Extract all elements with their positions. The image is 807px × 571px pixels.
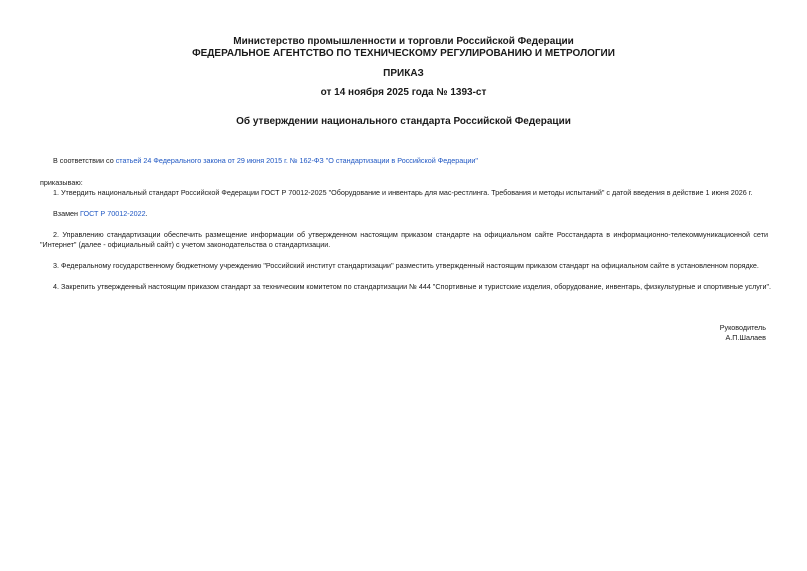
item-4: 4. Закрепить утвержденный настоящим приказом стандарт за техническим комитетом по стандартизации № 444 "Спортивные и туристские изделия, оборудование, инвентарь, физкультурные и спортивные услуги". xyxy=(53,282,772,291)
agency-name: ФЕДЕРАЛЬНОЕ АГЕНТСТВО ПО ТЕХНИЧЕСКОМУ РЕГУЛИРОВАНИЮ И МЕТРОЛОГИИ xyxy=(192,48,615,59)
replacement-suffix: . xyxy=(145,209,148,218)
law-link[interactable]: статьей 24 Федерального закона от 29 июня 2015 г. № 162-ФЗ "О стандартизации в Российской Федерации" xyxy=(115,156,478,165)
item-1: 1. Утвердить национальный стандарт Российской Федерации ГОСТ Р 70012-2025 "Оборудование и инвентарь для мас-рестлинга. Требования и методы испытаний" с датой введения в действие 1 июня 2026 г. xyxy=(53,188,753,197)
preamble-prefix: В соответствии со xyxy=(53,156,116,165)
document-date-number: от 14 ноября 2025 года № 1393-ст xyxy=(320,87,487,98)
document-subject: Об утверждении национального стандарта Российской Федерации xyxy=(236,116,571,127)
replacement-note xyxy=(53,209,148,219)
preamble xyxy=(53,156,478,166)
old-standard-link[interactable]: ГОСТ Р 70012-2022 xyxy=(80,209,146,218)
document-type: ПРИКАЗ xyxy=(383,68,424,79)
signatory-name: А.П.Шалаев xyxy=(725,333,766,342)
replacement-prefix: Взамен xyxy=(53,209,80,218)
signatory-title: Руководитель xyxy=(719,323,766,332)
order-word: приказываю: xyxy=(40,178,83,187)
ministry-name: Министерство промышленности и торговли Российской Федерации xyxy=(233,36,574,47)
item-2: 2. Управлению стандартизации обеспечить размещение информации об утвержденном настоящим приказом стандарте на официальном сайте Росстандарта в информационно-телекоммуникационной сети "Интернет" (далее - официальный сайт) с учетом законодательства о стандартизации. xyxy=(40,230,768,249)
item-3: 3. Федеральному государственному бюджетному учреждению "Российский институт стандартизации" разместить утвержденный настоящим приказом стандарт на официальном сайте в установленном порядке. xyxy=(53,261,759,270)
